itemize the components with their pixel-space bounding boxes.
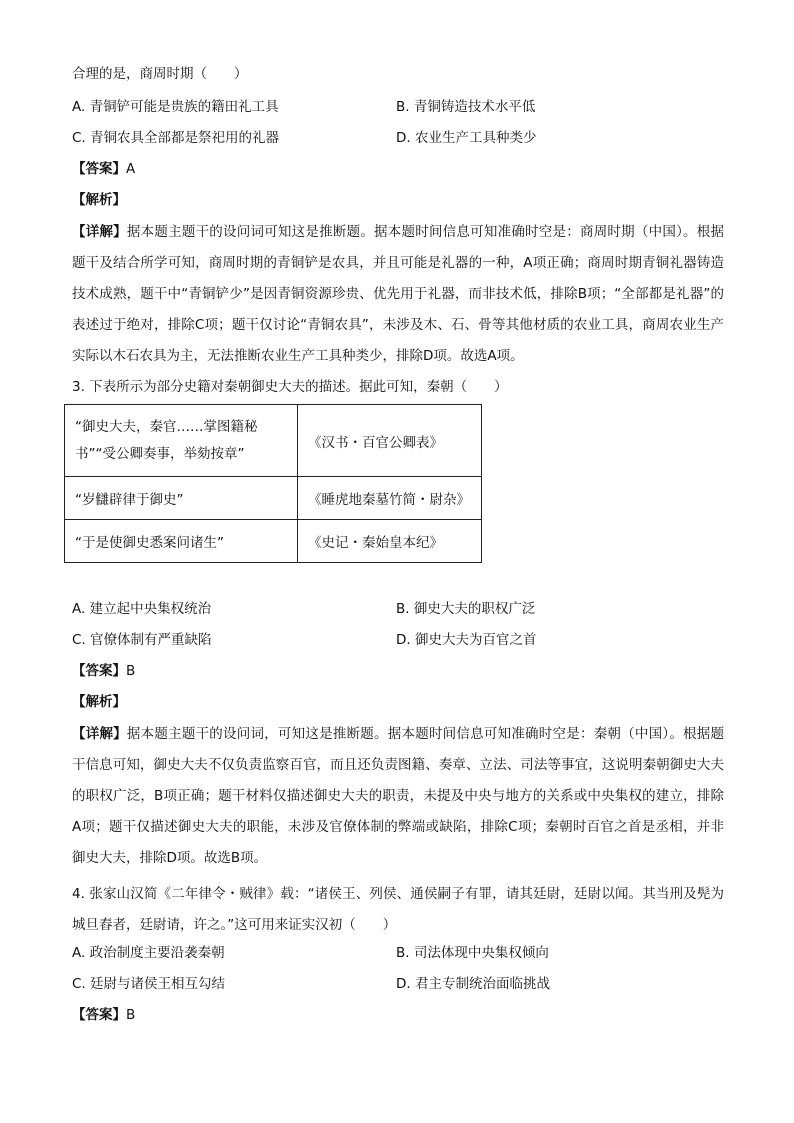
q2-option-a: A. 青铜铲可能是贵族的籍田礼工具	[72, 99, 279, 115]
q4-option-b: B. 司法体现中央集权倾向	[396, 945, 549, 961]
q4-stem: 4. 张家山汉简《二年律令・贼律》载：“诸侯王、列侯、通侯嗣子有罪，请其廷尉，廷尉以闻。其当刑及髡为城旦舂者，廷尉请，许之。”这可用来证实汉初（ ）	[72, 886, 724, 933]
table-row	[65, 520, 482, 563]
table-cell-quote: “岁讎辟律于御史”	[65, 477, 298, 520]
q3-answer	[72, 661, 722, 681]
q3-detail	[72, 719, 724, 874]
table-row	[65, 405, 482, 477]
detail-tag: 【详解】	[72, 726, 127, 742]
q2-stem-tail: 合理的是，商周时期（ ）	[72, 66, 248, 82]
answer-tag: 【答案】	[72, 663, 126, 679]
answer-value: A	[126, 161, 136, 177]
q3-option-c: C. 官僚体制有严重缺陷	[72, 632, 212, 648]
table-cell-source: 《睡虎地秦墓竹简・尉杂》	[298, 477, 482, 520]
q2-analysis-tag: 【解析】	[72, 192, 126, 208]
answer-tag: 【答案】	[72, 1007, 126, 1023]
q4-answer	[72, 1005, 722, 1025]
answer-tag: 【答案】	[72, 161, 126, 177]
q2-option-d: D. 农业生产工具种类少	[396, 130, 537, 146]
answer-value: B	[126, 1007, 136, 1023]
answer-value: B	[126, 663, 136, 679]
detail-text: 据本题主题干的设问词可知这是推断题。据本题时间信息可知准确时空是：商周时期（中国）。根据题干及结合所学可知，商周时期的青铜铲是农具，并且可能是礼器的一种，A项正确；商周时期青铜礼器铸造技术成熟，题干中“青铜铲少”是因青铜资源珍贵、优先用于礼器，而非技术低，排除B项；“全部都是礼器”的表述过于绝对，排除C项；题干仅讨论“青铜农具”，未涉及木、石、骨等其他材质的农业工具，商周农业生产实际以木石农具为主，无法推断农业生产工具种类少，排除D项。故选A项。	[72, 224, 725, 364]
q4-option-a: A. 政治制度主要沿袭秦朝	[72, 945, 225, 961]
q4-option-c: C. 廷尉与诸侯王相互勾结	[72, 976, 226, 992]
q2-detail	[72, 217, 724, 372]
detail-tag: 【详解】	[72, 224, 127, 240]
q3-option-a: A. 建立起中央集权统治	[72, 601, 212, 617]
q3-stem: 3. 下表所示为部分史籍对秦朝御史大夫的描述。据此可知，秦朝（ ）	[72, 379, 508, 395]
q3-analysis-tag: 【解析】	[72, 694, 126, 710]
q3-option-d: D. 御史大夫为百官之首	[396, 632, 537, 648]
q2-option-c: C. 青铜农具全部都是祭祀用的礼器	[72, 130, 280, 146]
q2-answer	[72, 159, 722, 179]
table-cell-source: 《汉书・百官公卿表》	[298, 405, 482, 477]
table-cell-quote: “御史大夫，秦官……掌图籍秘书”“受公卿奏事，举劾按章”	[65, 405, 298, 477]
table-cell-quote: “于是使御史悉案问诸生”	[65, 520, 298, 563]
q2-option-b: B. 青铜铸造技术水平低	[396, 99, 536, 115]
q3-source-table	[64, 404, 482, 563]
detail-text: 据本题主题干的设问词，可知这是推断题。据本题时间信息可知准确时空是：秦朝（中国）。根据题干信息可知，御史大夫不仅负责监察百官，而且还负责图籍、奏章、立法、司法等事宜，这说明秦朝御史大夫的职权广泛，B项正确；题干材料仅描述御史大夫的职责，未提及中央与地方的关系或中央集权的建立，排除A项；题干仅描述御史大夫的职能，未涉及官僚体制的弊端或缺陷，排除C项；秦朝时百官之首是丞相，并非御史大夫，排除D项。故选B项。	[72, 726, 725, 866]
q3-option-b: B. 御史大夫的职权广泛	[396, 601, 536, 617]
table-cell-source: 《史记・秦始皇本纪》	[298, 520, 482, 563]
table-row	[65, 477, 482, 520]
q4-option-d: D. 君主专制统治面临挑战	[396, 976, 550, 992]
